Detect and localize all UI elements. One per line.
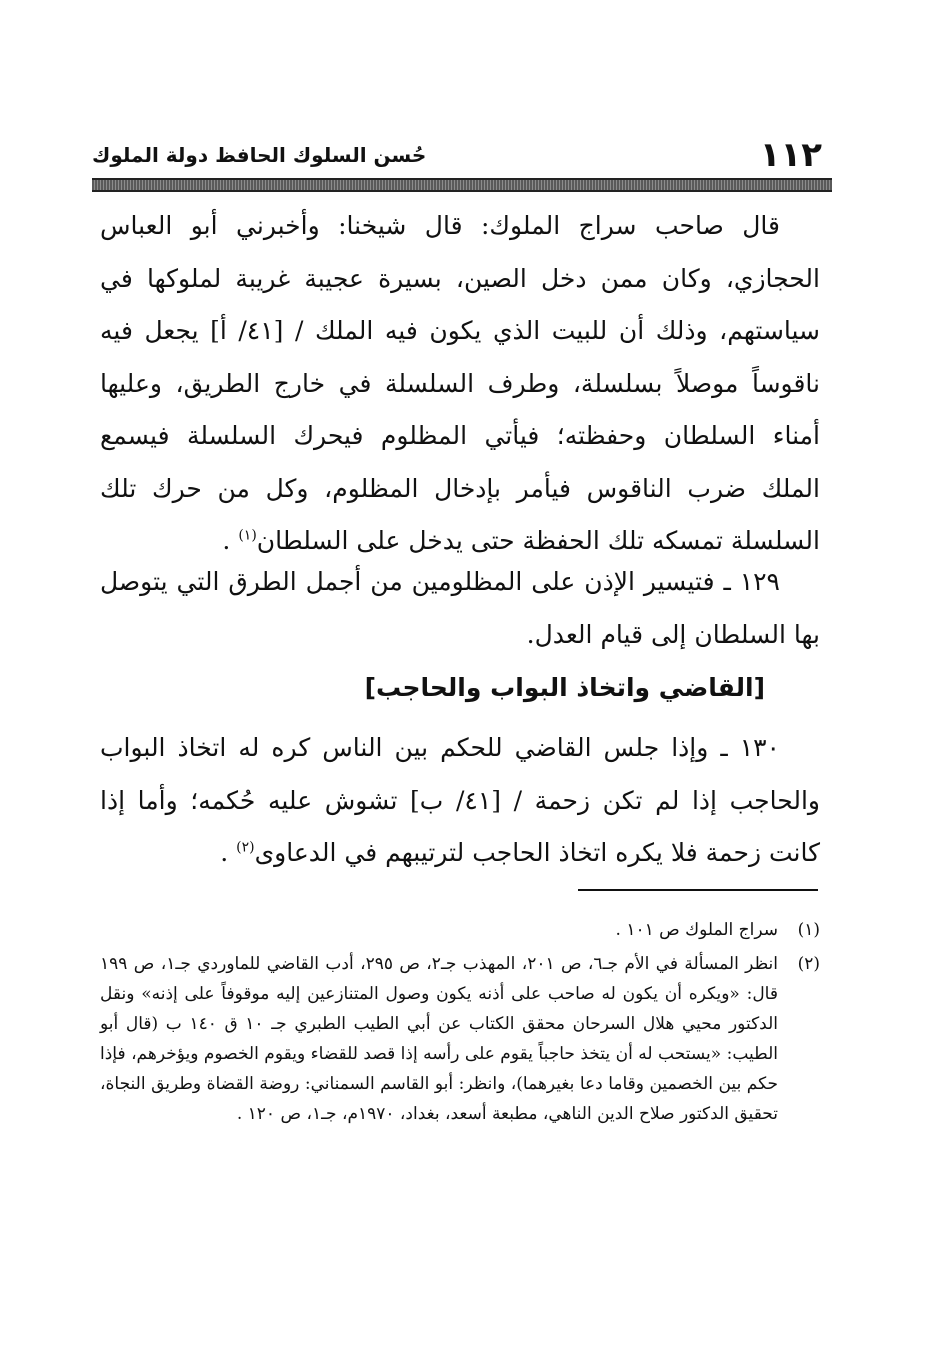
page-number: ١١٢ — [759, 135, 822, 175]
running-header — [92, 133, 832, 177]
footnote-marker: (٢) — [797, 954, 820, 974]
footnote-separator — [578, 889, 818, 891]
sentence-end: . — [220, 838, 237, 867]
footnote-marker: (١) — [797, 920, 820, 940]
paragraph-text: قال صاحب سراج الملوك: قال شيخنا: وأخبرني أبو العباس الحجازي، وكان ممن دخل الصين، بسيرة عجيبة غريبة لملوكها في سياستهم، وذلك أن للبيت الذي يكون فيه الملك / [٤١/ أ] يجعل فيه ناقوساً موصلاً بسلسلة، وطرف السلسلة في خارج الطريق، وعليها أمناء السلطان وحفظته؛ فيأتي المظلوم فيحرك السلسلة فيسمع الملك ضرب الناقوس فيأمر بإدخال المظلوم، وكل من حرك تلك السلسلة تمسكه تلك الحفظة حتى يدخل على السلطان — [100, 211, 820, 555]
paragraph-130 — [100, 722, 820, 880]
footnotes-list — [100, 915, 820, 1133]
footnote-text: سراج الملوك ص ١٠١ . — [615, 920, 778, 940]
header-rule — [92, 178, 832, 192]
paragraph-129: ١٢٩ ـ فتيسير الإذن على المظلومين من أجمل الطرق التي يتوصل بها السلطان إلى قيام العدل. — [100, 567, 820, 649]
footnote-text: انظر المسألة في الأم جـ٦، ص ٢٠١، المهذب جـ٢، ص ٢٩٥، أدب القاضي للماوردي جـ١، ص ١٩٩ قال: «ويكره أن يكون له صاحب على أذنه يكون وصول المتنازعين إليه موقوفاً على إذنه» ونقل الدكتور محيي هلال السرحان محقق الكتاب عن أبي الطيب الطبري جـ ١٠ ق ١٤٠ ب (قال أبو الطيب: «يستحب له أن يتخذ حاجباً يقوم على رأسه إذا قصد للقضاء ويقوم الخصوم ويؤخرهم، فإذا حكم بين الخصمين وقاما دعا بغيرهما)، وانظر: أبو القاسم السمناني: روضة القضاة وطريق النجاة، تحقيق الدكتور صلاح الدين الناهي، مطبعة أسعد، بغداد، ١٩٧٠م، جـ١، ص ١٢٠ . — [100, 954, 779, 1124]
footnote-ref-1[interactable]: (١) — [238, 527, 257, 544]
footnote-1 — [100, 915, 820, 945]
paragraph-text: ١٣٠ ـ وإذا جلس القاضي للحكم بين الناس كره له اتخاذ البواب والحاجب إذا لم تكن زحمة / [٤١/ ب] تشوش عليه حُكمه؛ وأما إذا كانت زحمة فلا يكره اتخاذ الحاجب لترتيبهم في الدعاوى — [100, 733, 820, 867]
footnote-2 — [100, 949, 820, 1129]
sentence-end: . — [222, 526, 239, 555]
running-title: حُسن السلوك الحافظ دولة الملوك — [92, 143, 427, 167]
paragraph-128 — [100, 200, 820, 568]
footnote-ref-2[interactable]: (٢) — [236, 839, 255, 856]
section-heading: [القاضي واتخاذ البواب والحاجب] — [364, 673, 765, 702]
